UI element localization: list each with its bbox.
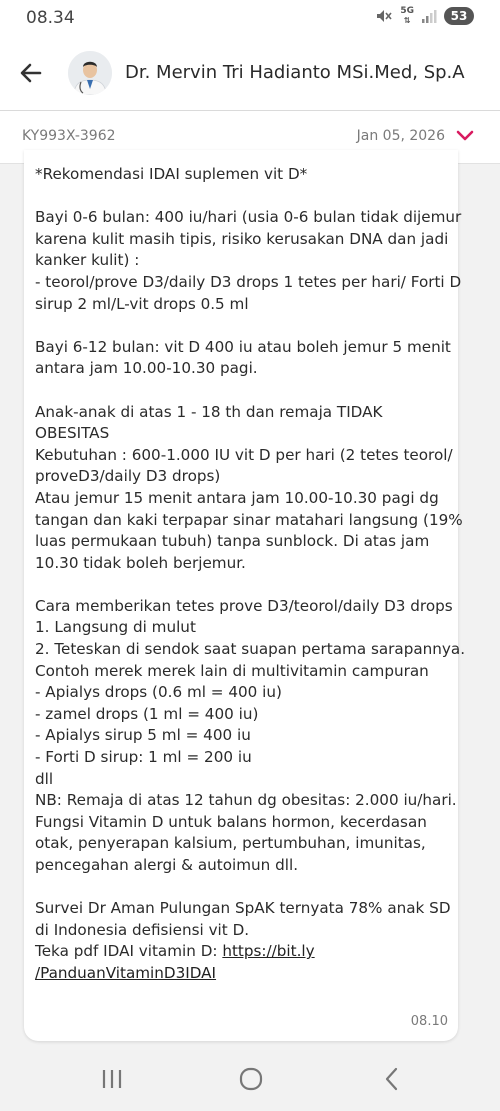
message-line: tangan dan kaki terpapar sinar matahari langsung (19% xyxy=(35,510,463,529)
message-line: otak, penyerapan kalsium, pertumbuhan, imunitas, xyxy=(35,834,426,853)
message-line: Fungsi Vitamin D untuk balans hormon, kecerdasan xyxy=(35,812,427,831)
message-line: Cara memberikan tetes prove D3/teorol/daily D3 drops xyxy=(35,596,453,615)
message-line: - teorol/prove D3/daily D3 drops 1 tetes per hari/ Forti D xyxy=(35,272,462,291)
message-line: Anak-anak di atas 1 - 18 th dan remaja TIDAK xyxy=(35,402,383,421)
message-line: - Apialys sirup 5 ml = 400 iu xyxy=(35,726,251,745)
status-time: 08.34 xyxy=(26,8,75,28)
chevron-down-icon[interactable] xyxy=(456,130,474,142)
message-line: - Apialys drops (0.6 ml = 400 iu) xyxy=(35,683,282,702)
message-line: sirup 2 ml/L-vit drops 0.5 ml xyxy=(35,294,249,313)
battery-level: 53 xyxy=(450,9,468,23)
message-paragraph xyxy=(35,898,451,941)
message-line: Survei Dr Aman Pulungan SpAK ternyata 78% anak SD xyxy=(35,899,451,918)
message-line: antara jam 10.00-10.30 pagi. xyxy=(35,359,258,378)
message-line: 2. Teteskan di sendok saat suapan pertama sarapannya. xyxy=(35,640,466,659)
message-line: *Rekomendasi IDAI suplemen vit D* xyxy=(35,165,308,183)
message-line: - zamel drops (1 ml = 400 iu) xyxy=(35,704,259,723)
message-time: 08.10 xyxy=(410,1014,448,1029)
signal-icon xyxy=(421,9,437,23)
message-line: pencegahan alergi & autoimun dll. xyxy=(35,856,299,874)
mute-icon xyxy=(375,8,393,24)
nav-back-icon[interactable] xyxy=(379,1066,405,1092)
doctor-avatar[interactable] xyxy=(68,51,112,95)
link-prefix: Teka pdf IDAI vitamin D: xyxy=(35,942,223,961)
message-paragraph xyxy=(35,207,462,315)
message-line: Kebutuhan : 600-1.000 IU vit D per hari (2 tetes teorol/ xyxy=(35,445,453,464)
pdf-link-paragraph xyxy=(35,941,451,984)
chat-header xyxy=(0,36,500,111)
status-bar xyxy=(0,0,500,36)
back-arrow-icon[interactable] xyxy=(16,58,46,88)
home-icon[interactable] xyxy=(238,1066,264,1092)
message-paragraph xyxy=(35,596,466,877)
consultation-date: Jan 05, 2026 xyxy=(356,128,445,144)
message-line: karena kulit masih tipis, risiko kerusakan DNA dan jadi xyxy=(35,229,449,248)
consultation-id: KY993X-3962 xyxy=(22,128,116,144)
network-icon: 5G ⇅ xyxy=(400,6,414,25)
message-line: OBESITAS xyxy=(35,424,110,443)
message-paragraph xyxy=(35,337,451,380)
message-line: Bayi 6-12 bulan: vit D 400 iu atau boleh jemur 5 menit xyxy=(35,337,451,356)
message-line: 1. Langsung di mulut xyxy=(35,618,196,637)
battery-icon xyxy=(444,7,474,25)
message-paragraph xyxy=(35,402,463,575)
recent-apps-icon[interactable] xyxy=(99,1066,125,1092)
pdf-link-continued[interactable]: /PanduanVitaminD3IDAI xyxy=(35,963,217,982)
message-bubble xyxy=(24,150,466,1041)
message-line: 10.30 tidak boleh berjemur. xyxy=(35,553,246,572)
message-line: - Forti D sirup: 1 ml = 200 iu xyxy=(35,748,252,767)
message-line: NB: Remaja di atas 12 tahun dg obesitas: 2.000 iu/hari. xyxy=(35,791,457,810)
doctor-name[interactable]: Dr. Mervin Tri Hadianto MSi.Med, Sp.A xyxy=(125,62,465,83)
message-line: proveD3/daily D3 drops) xyxy=(35,467,221,486)
message-line: di Indonesia defisiensi vit D. xyxy=(35,920,250,939)
network-label: 5G xyxy=(400,6,414,16)
message-paragraph xyxy=(35,164,451,186)
message-line: luas permukaan tubuh) tanpa sunblock. Di atas jam xyxy=(35,532,430,551)
pdf-link[interactable]: https://bit.ly xyxy=(222,942,315,961)
system-nav-bar xyxy=(0,1048,500,1111)
message-line: Atau jemur 15 menit antara jam 10.00-10.30 pagi dg xyxy=(35,488,439,507)
message-line: Contoh merek merek lain di multivitamin campuran xyxy=(35,661,429,680)
message-line: dll xyxy=(35,769,54,788)
doctor-avatar-image xyxy=(68,51,112,95)
status-icons xyxy=(375,7,474,25)
message-text xyxy=(35,164,466,985)
message-line: Bayi 0-6 bulan: 400 iu/hari (usia 0-6 bulan tidak dijemur xyxy=(35,208,462,227)
message-line: kanker kulit) : xyxy=(35,251,140,270)
